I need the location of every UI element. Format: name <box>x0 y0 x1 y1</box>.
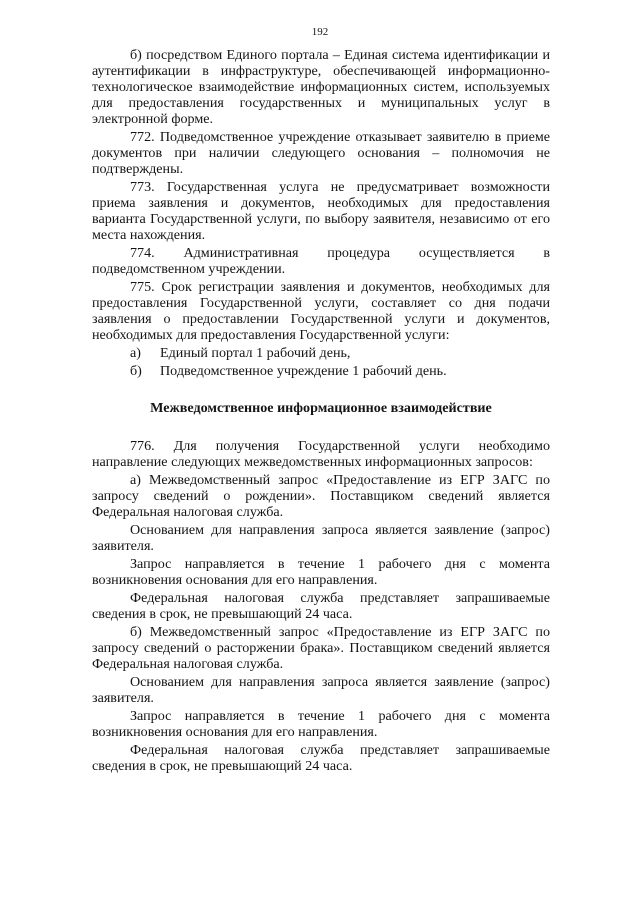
paragraph-request-b: б) Межведомственный запрос «Предоставление из ЕГР ЗАГС по запросу сведений о расторжении брака». Поставщиком сведений является Федеральная налоговая служба. <box>92 624 550 672</box>
paragraph-b-single-portal: б) посредством Единого портала – Единая система идентификации и аутентификации в инфраструктуре, обеспечивающей информационно-технологическое взаимодействие информационных систем, используемых для предоставления государственных и муниципальных услуг в электронной форме. <box>92 47 550 127</box>
list-marker: б) <box>130 363 142 379</box>
paragraph-basis: Основанием для направления запроса является заявление (запрос) заявителя. <box>92 522 550 554</box>
paragraph-772: 772. Подведомственное учреждение отказывает заявителю в приеме документов при наличии следующего основания – полномочия не подтверждены. <box>92 129 550 177</box>
paragraph-request-timing: Запрос направляется в течение 1 рабочего дня с момента возникновения основания для его направления. <box>92 708 550 740</box>
list-item <box>92 345 550 361</box>
paragraph-request-timing: Запрос направляется в течение 1 рабочего дня с момента возникновения основания для его направления. <box>92 556 550 588</box>
section-heading: Межведомственное информационное взаимодействие <box>150 400 492 416</box>
list-item-text: Подведомственное учреждение 1 рабочий день. <box>160 363 447 379</box>
list-item-text: Единый портал 1 рабочий день, <box>160 345 351 361</box>
paragraph-774: 774. Административная процедура осуществляется в подведомственном учреждении. <box>92 245 550 277</box>
paragraph-request-a: а) Межведомственный запрос «Предоставление из ЕГР ЗАГС по запросу сведений о рождении». Поставщиком сведений является Федеральная налоговая служба. <box>92 472 550 520</box>
paragraph-basis: Основанием для направления запроса является заявление (запрос) заявителя. <box>92 674 550 706</box>
paragraph-response-timing: Федеральная налоговая служба представляет запрашиваемые сведения в срок, не превышающий 24 часа. <box>92 742 550 774</box>
document-body <box>92 47 550 776</box>
list-item <box>92 363 550 379</box>
paragraph-776: 776. Для получения Государственной услуги необходимо направление следующих межведомственных информационных запросов: <box>92 438 550 470</box>
page-number: 192 <box>311 26 329 38</box>
paragraph-775: 775. Срок регистрации заявления и документов, необходимых для предоставления Государственной услуги, составляет со дня подачи заявления о предоставлении Государственной услуги и документов, необходимых для предоставления Государственной услуги: <box>92 279 550 343</box>
paragraph-773: 773. Государственная услуга не предусматривает возможности приема заявления и документов, необходимых для предоставления варианта Государственной услуги, по выбору заявителя, независимо от его места нахождения. <box>92 179 550 243</box>
list-marker: а) <box>130 345 141 361</box>
paragraph-response-timing: Федеральная налоговая служба представляет запрашиваемые сведения в срок, не превышающий 24 часа. <box>92 590 550 622</box>
